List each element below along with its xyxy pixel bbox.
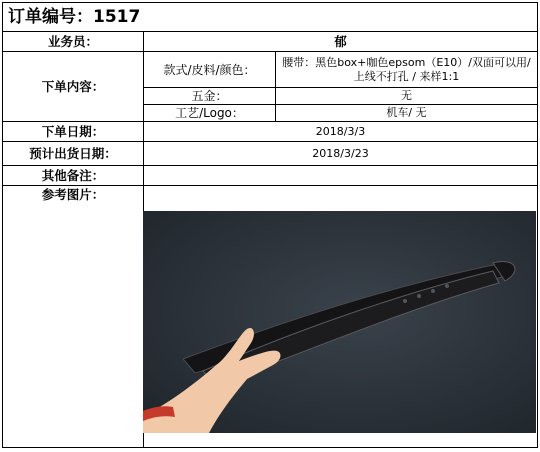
ref-image-label: 参考图片： — [2, 185, 144, 448]
style-label: 款式/皮料/颜色： — [143, 51, 276, 88]
ship-date-value: 2018/3/23 — [143, 141, 538, 166]
order-title: 订单编号：1517 — [2, 2, 538, 32]
order-date-label: 下单日期： — [2, 121, 144, 142]
craft-label: 工艺/Logo： — [143, 104, 276, 122]
order-sheet — [2, 2, 538, 448]
craft-value: 机车/ 无 — [275, 104, 538, 122]
order-date-value: 2018/3/3 — [143, 121, 538, 142]
ship-date-label: 预计出货日期： — [2, 141, 144, 166]
salesperson-value: 郁 — [143, 31, 538, 52]
salesperson-label: 业务员： — [2, 31, 144, 52]
hardware-label: 五金： — [143, 87, 276, 105]
notes-value — [143, 165, 538, 186]
content-label: 下单内容： — [2, 51, 144, 122]
style-value: 腰带：黑色box+咖色epsom（E10）/双面可以用/上线不打孔 / 来样1:1 — [275, 51, 538, 88]
hardware-value: 无 — [275, 87, 538, 105]
notes-label: 其他备注： — [2, 165, 144, 186]
belt-photo — [143, 211, 536, 433]
